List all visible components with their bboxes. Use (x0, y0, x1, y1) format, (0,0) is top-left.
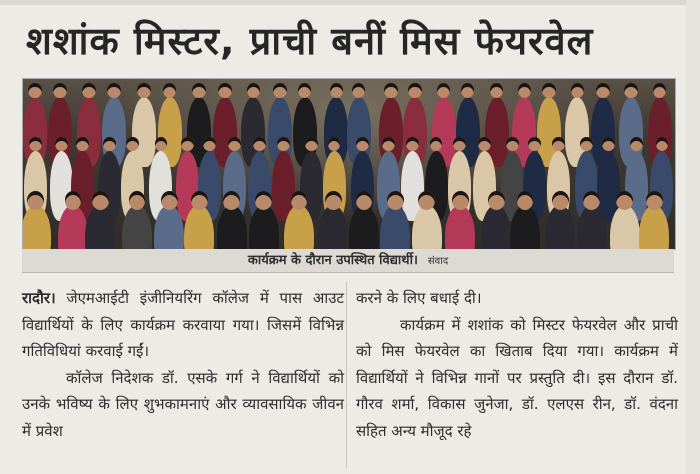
paragraph-director: कॉलेज निदेशक डॉ. एसके गर्ग ने विद्यार्थियों को उनके भविष्य के लिए शुभकामनाएं और व्यावसायिक जीवन में प्रवेश (22, 368, 344, 440)
photo-face (298, 83, 311, 98)
photo-face (325, 191, 342, 210)
photo-face (107, 83, 120, 98)
photo-face (552, 191, 569, 210)
photo-person (318, 205, 348, 250)
photo-face (616, 191, 633, 210)
photo-face (382, 137, 395, 151)
photo-face (518, 83, 531, 98)
photo-face (163, 83, 176, 98)
photo-face (630, 137, 643, 151)
photo-person (545, 205, 575, 250)
photo-face (478, 137, 491, 151)
photo-face (253, 137, 266, 151)
photo-face (192, 83, 205, 98)
page-top-rule (0, 0, 700, 5)
column-divider (346, 282, 347, 468)
photo-face (29, 137, 42, 151)
photo-credit: संवाद (427, 256, 449, 267)
photo-face (126, 137, 139, 151)
lead-paragraph (22, 285, 344, 365)
photo-face (490, 83, 503, 98)
photo-person (349, 205, 379, 250)
photo-face (517, 191, 534, 210)
article-column-1 (22, 285, 344, 444)
photo-caption (22, 249, 674, 273)
photo-face (255, 191, 272, 210)
photo-face (352, 83, 365, 98)
photo-face (452, 191, 469, 210)
photo-face (624, 83, 637, 98)
photo-face (387, 191, 404, 210)
photo-face (27, 191, 44, 210)
photo-face (92, 191, 109, 210)
photo-face (408, 83, 421, 98)
photo-person (445, 205, 475, 250)
photo-face (646, 191, 663, 210)
photo-face (437, 83, 450, 98)
dateline: रादौर। (22, 289, 56, 307)
paragraph-titles: कार्यक्रम में शशांक को मिस्टर फेयरवेल और प्राची को मिस फेयरवेल का खिताब दिया गया। कार्यक्रम में विद्यार्थियों ने विभिन्न गानों पर प्रस्तुति दी। इस दौरान डॉ. गौरव शर्मा, विकास जुनेजा, डॉ. एलएस रीन, डॉ. वंदना सहित अन्य मौजूद रहे (356, 315, 678, 440)
photo-person (122, 205, 152, 250)
headline: शशांक मिस्टर, प्राची बनीं मिस फेयरवेल (26, 19, 594, 63)
photo-face (571, 83, 584, 98)
photo-face (55, 137, 68, 151)
photo-face (218, 83, 231, 98)
photo-face (596, 83, 609, 98)
adjacent-page-edge (686, 0, 700, 474)
photo-face (76, 137, 89, 151)
photo-face (65, 191, 82, 210)
photo-face (461, 83, 474, 98)
photo-face (82, 83, 95, 98)
paragraph-director-continued: करने के लिए बधाई दी। (356, 289, 482, 307)
photo-face (129, 191, 146, 210)
photo-face (291, 191, 308, 210)
photo-face (161, 191, 178, 210)
photo-face (137, 83, 150, 98)
photo-face (273, 83, 286, 98)
lead-text: जेएमआईटी इंजीनियरिंग कॉलेज में पास आउट विद्यार्थियों के लिए कार्यक्रम करवाया गया। जिसमें विभिन्न गतिविधियां करवाई गईं। (22, 289, 344, 360)
photo-face (223, 191, 240, 210)
photo-face (488, 191, 505, 210)
group-photo (22, 78, 676, 250)
photo-person (22, 205, 51, 250)
photo-face (418, 191, 435, 210)
photo-face (653, 83, 666, 98)
photo-face (228, 137, 241, 151)
photo-face (28, 83, 41, 98)
photo-face (406, 137, 419, 151)
photo-face (384, 83, 397, 98)
photo-face (247, 83, 260, 98)
article-column-2 (356, 285, 678, 444)
photo-face (542, 83, 555, 98)
photo-face (583, 191, 600, 210)
caption-text: कार्यक्रम के दौरान उपस्थित विद्यार्थी। (247, 253, 418, 268)
photo-face (506, 137, 519, 151)
photo-face (552, 137, 565, 151)
photo-face (356, 191, 373, 210)
photo-face (53, 83, 66, 98)
photo-face (330, 83, 343, 98)
photo-face (103, 137, 116, 151)
photo-face (191, 191, 208, 210)
